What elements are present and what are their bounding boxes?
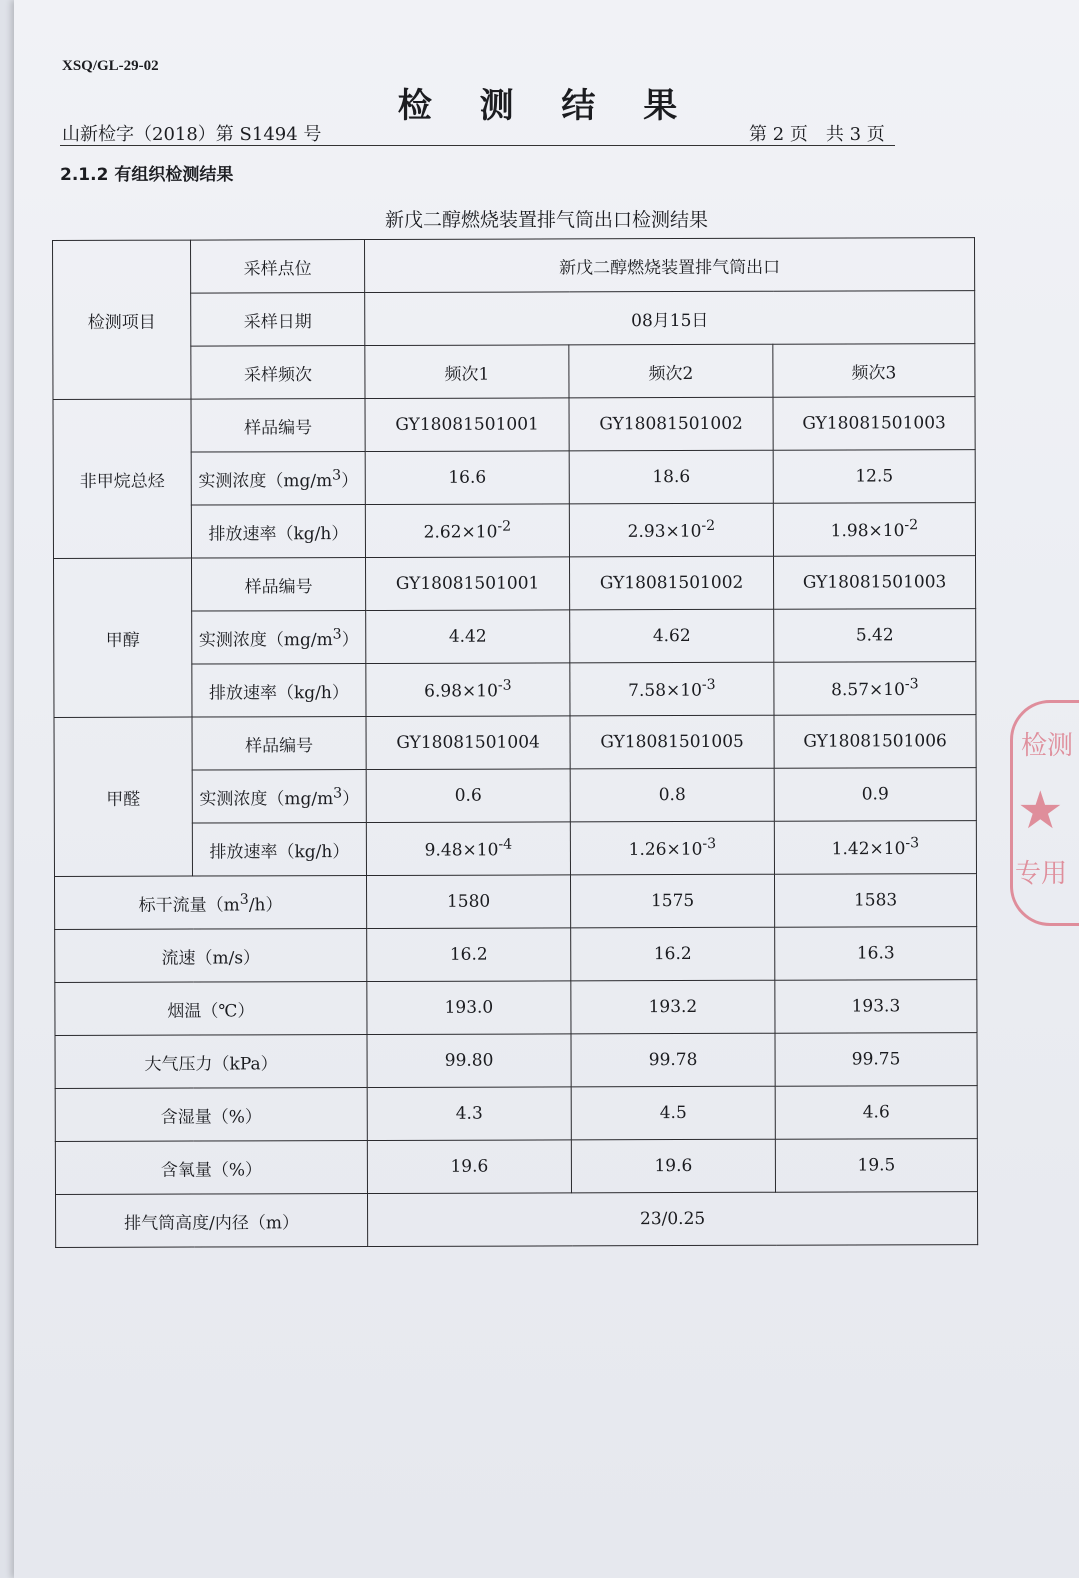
sample-no-cell: GY18081501002	[569, 397, 773, 451]
sampling-point-value: 新戊二醇燃烧装置排气筒出口	[365, 238, 975, 293]
emission-rate-label: 排放速率（kg/h）	[192, 823, 366, 877]
flow-label: 标干流量$(m^3/h)$	[54, 876, 366, 930]
table-row	[53, 344, 975, 400]
frequency-2: 频次2	[569, 344, 773, 398]
emission-rate-cell: $2.62\times 10^{-2}$	[365, 504, 569, 558]
emission-rate-cell: $1.26\times 10^{-3}$	[570, 821, 774, 875]
sampling-date-label: 采样日期	[191, 293, 365, 347]
param-cell: 19.5	[775, 1139, 977, 1193]
emission-rate-cell: $9.48\times 10^{-4}$	[366, 822, 570, 876]
sample-no-cell: GY18081501001	[365, 557, 569, 611]
document-code: XSQ/GL-29-02	[62, 58, 159, 74]
param-label: 烟温（℃）	[55, 982, 367, 1036]
table-row	[54, 874, 976, 930]
concentration-cell: 4.62	[570, 609, 774, 663]
concentration-cell: 0.9	[774, 768, 976, 822]
concentration-cell: 0.6	[366, 769, 570, 823]
sample-no-cell: GY18081501006	[774, 715, 976, 769]
stack-label: 排气筒高度/内径（m）	[55, 1194, 367, 1248]
pollutant-name: 非甲烷总烃	[53, 399, 191, 558]
concentration-label: 实测浓度$(mg/m^3)$	[192, 770, 366, 824]
sample-no-cell: GY18081501003	[773, 397, 975, 451]
table-row	[54, 821, 976, 877]
sample-no-label: 样品编号	[192, 717, 366, 771]
table-row	[55, 1033, 977, 1089]
param-cell: 19.6	[571, 1139, 775, 1193]
sample-no-cell: GY18081501002	[569, 556, 773, 610]
report-page	[14, 0, 1079, 1578]
table-row	[55, 1139, 977, 1195]
emission-rate-cell: $1.42\times 10^{-3}$	[774, 821, 976, 875]
table-row	[54, 662, 976, 718]
concentration-cell: 0.8	[570, 768, 774, 822]
param-label: 含湿量（%）	[55, 1088, 367, 1142]
param-cell: 19.6	[367, 1140, 571, 1194]
param-cell: 16.2	[571, 927, 775, 981]
param-cell: 99.75	[775, 1033, 977, 1087]
param-cell: 99.78	[571, 1033, 775, 1087]
param-cell: 16.2	[367, 928, 571, 982]
stamp-top-text: 检测	[1021, 731, 1074, 761]
table-row	[53, 238, 975, 294]
concentration-label: 实测浓度$(mg/m^3)$	[192, 611, 366, 665]
report-number: 山新检字（2018）第 S1494 号	[62, 124, 322, 145]
concentration-cell: 12.5	[773, 450, 975, 504]
page-info: 第 2 页 共 3 页	[749, 124, 885, 145]
sampling-date-value: 08月15日	[365, 291, 975, 346]
param-cell: 4.5	[571, 1086, 775, 1140]
concentration-label: 实测浓度$(mg/m^3)$	[191, 452, 365, 506]
table-row	[53, 397, 975, 453]
official-stamp	[1010, 700, 1079, 926]
header-rule	[60, 145, 895, 146]
emission-rate-cell: $1.98\times 10^{-2}$	[773, 503, 975, 557]
frequency-1: 频次1	[365, 345, 569, 399]
stamp-bottom-text: 专用	[1015, 859, 1068, 889]
sample-no-cell: GY18081501004	[366, 716, 570, 770]
page-title: 检 测 结 果	[397, 86, 696, 126]
sample-no-label: 样品编号	[191, 399, 365, 453]
table-row	[55, 927, 977, 983]
concentration-cell: 5.42	[774, 609, 976, 663]
table-row	[53, 450, 975, 506]
param-cell: 99.80	[367, 1034, 571, 1088]
table-row	[53, 503, 975, 559]
emission-rate-cell: $8.57\times 10^{-3}$	[774, 662, 976, 716]
frequency-label: 采样频次	[191, 346, 365, 400]
sample-no-label: 样品编号	[191, 558, 365, 612]
sampling-point-label: 采样点位	[191, 240, 365, 294]
sample-no-cell: GY18081501005	[570, 715, 774, 769]
param-cell: 193.2	[571, 980, 775, 1034]
emission-rate-label: 排放速率（kg/h）	[192, 664, 366, 718]
param-label: 含氧量（%）	[55, 1141, 367, 1195]
concentration-cell: 16.6	[365, 451, 569, 505]
param-cell: 4.3	[367, 1087, 571, 1141]
frequency-3: 频次3	[773, 344, 975, 398]
param-cell: 193.3	[775, 980, 977, 1034]
table-row	[55, 1086, 977, 1142]
sample-no-cell: GY18081501001	[365, 398, 569, 452]
table-row	[55, 980, 977, 1036]
flow-cell: 1575	[570, 874, 774, 928]
flow-cell: 1580	[366, 875, 570, 929]
param-cell: 4.6	[775, 1086, 977, 1140]
section-title: 2.1.2 有组织检测结果	[60, 165, 234, 185]
table-row	[55, 1192, 977, 1248]
table-title: 新戊二醇燃烧装置排气筒出口检测结果	[384, 209, 708, 231]
stack-value: 23/0.25	[367, 1192, 977, 1247]
param-label: 大气压力（kPa）	[55, 1035, 367, 1089]
concentration-cell: 18.6	[569, 450, 773, 504]
param-label: 流速（m/s）	[55, 929, 367, 983]
sample-no-cell: GY18081501003	[773, 556, 975, 610]
emission-rate-cell: $2.93\times 10^{-2}$	[569, 503, 773, 557]
emission-rate-cell: $7.58\times 10^{-3}$	[570, 662, 774, 716]
table-row	[54, 556, 976, 612]
stamp-star-icon: ★	[1017, 781, 1064, 841]
table-row	[54, 715, 976, 771]
flow-cell: 1583	[774, 874, 976, 928]
pollutant-name: 甲醛	[54, 717, 192, 876]
results-table	[52, 237, 978, 1248]
param-cell: 193.0	[367, 981, 571, 1035]
table-row	[54, 768, 976, 824]
table-row	[53, 291, 975, 347]
item-header-cell: 检测项目	[53, 240, 191, 399]
table-row	[54, 609, 976, 665]
concentration-cell: 4.42	[366, 610, 570, 664]
param-cell: 16.3	[775, 927, 977, 981]
emission-rate-label: 排放速率（kg/h）	[191, 505, 365, 559]
pollutant-name: 甲醇	[54, 558, 192, 717]
emission-rate-cell: $6.98\times 10^{-3}$	[366, 663, 570, 717]
